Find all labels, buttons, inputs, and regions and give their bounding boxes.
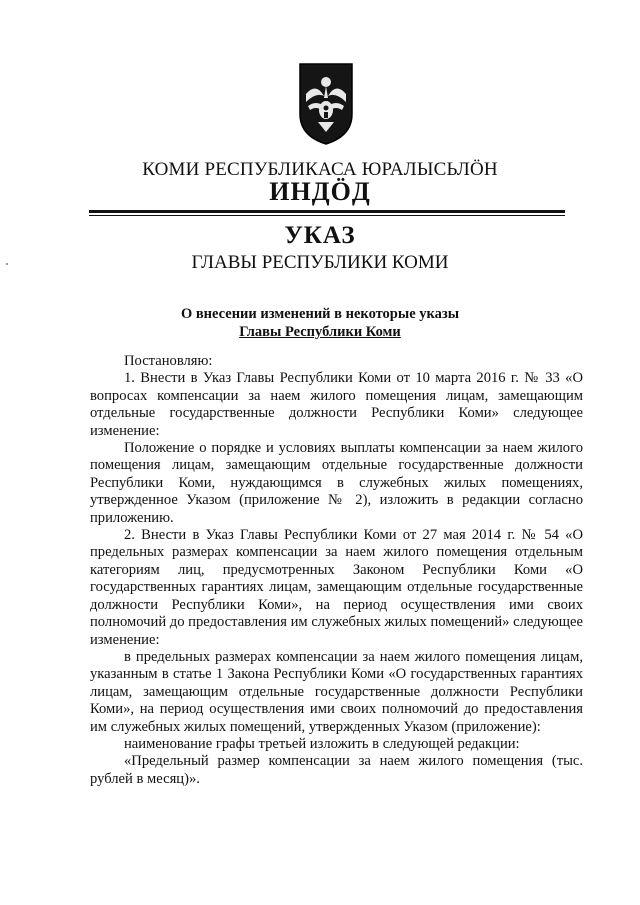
header-rule-thick [89,210,565,213]
paragraph-item-1-change: Положение о порядке и условиях выплаты компенсации за наем жилого помещения лицам, замещающим отдельные государственные должности Республики Коми, нуждающимся в служебных жилых помещениях, утвержденное Указом (приложение № 2), изложить в редакции согласно приложению. [90,440,583,526]
paragraph-item-2-new-text: «Предельный размер компенсации за наем жилого помещения (тыс. рублей в месяц)». [90,753,583,787]
paragraph-item-1: 1. Внести в Указ Главы Республики Коми от 10 марта 2016 г. № 33 «О вопросах компенсации за наем жилого помещения лицам, замещающим отдельные государственные должности Республики Коми» следующее изменение: [90,370,583,439]
document-subject [0,305,640,341]
header-republic-name: КОМИ РЕСПУБЛИКАСА ЮРАЛЫСЬЛÖН [142,159,498,180]
document-body [90,353,583,788]
document-title: УКАЗ [284,222,356,249]
subject-line-2: Главы Республики Коми [239,324,401,340]
document-subtitle: ГЛАВЫ РЕСПУБЛИКИ КОМИ [191,252,449,273]
paragraph-item-2-scope: в предельных размерах компенсации за наем жилого помещения лицам, указанным в статье 1 Закона Республики Коми «О государственных гарантиях лицам, замещающим отдельные государственные должности Республики Коми», на период осуществления ими своих полномочий до предоставления им служебных жилых помещений, утвержденных Указом (приложение): [90,648,583,735]
paragraph-item-2: 2. Внести в Указ Главы Республики Коми от 27 мая 2014 г. № 54 «О предельных размерах компенсации за наем жилого помещения отдельным категориям лиц, предусмотренных Законом Республики Коми «О государственных гарантиях лицам, замещающим отдельные государственные должности Республики Коми», на период осуществления ими своих полномочий до предоставления им служебных жилых помещений» следующее изменение: [90,527,583,648]
header-decree-word: ИНДÖД [269,177,371,206]
paragraph-resolve: Постановляю: [124,353,213,369]
paragraph-item-2-change: наименование графы третьей изложить в следующей редакции: [124,735,520,752]
subject-line-1: О внесении изменений в некоторые указы [180,306,460,322]
header-rule-thin [89,215,565,216]
coat-of-arms-emblem [298,62,354,146]
